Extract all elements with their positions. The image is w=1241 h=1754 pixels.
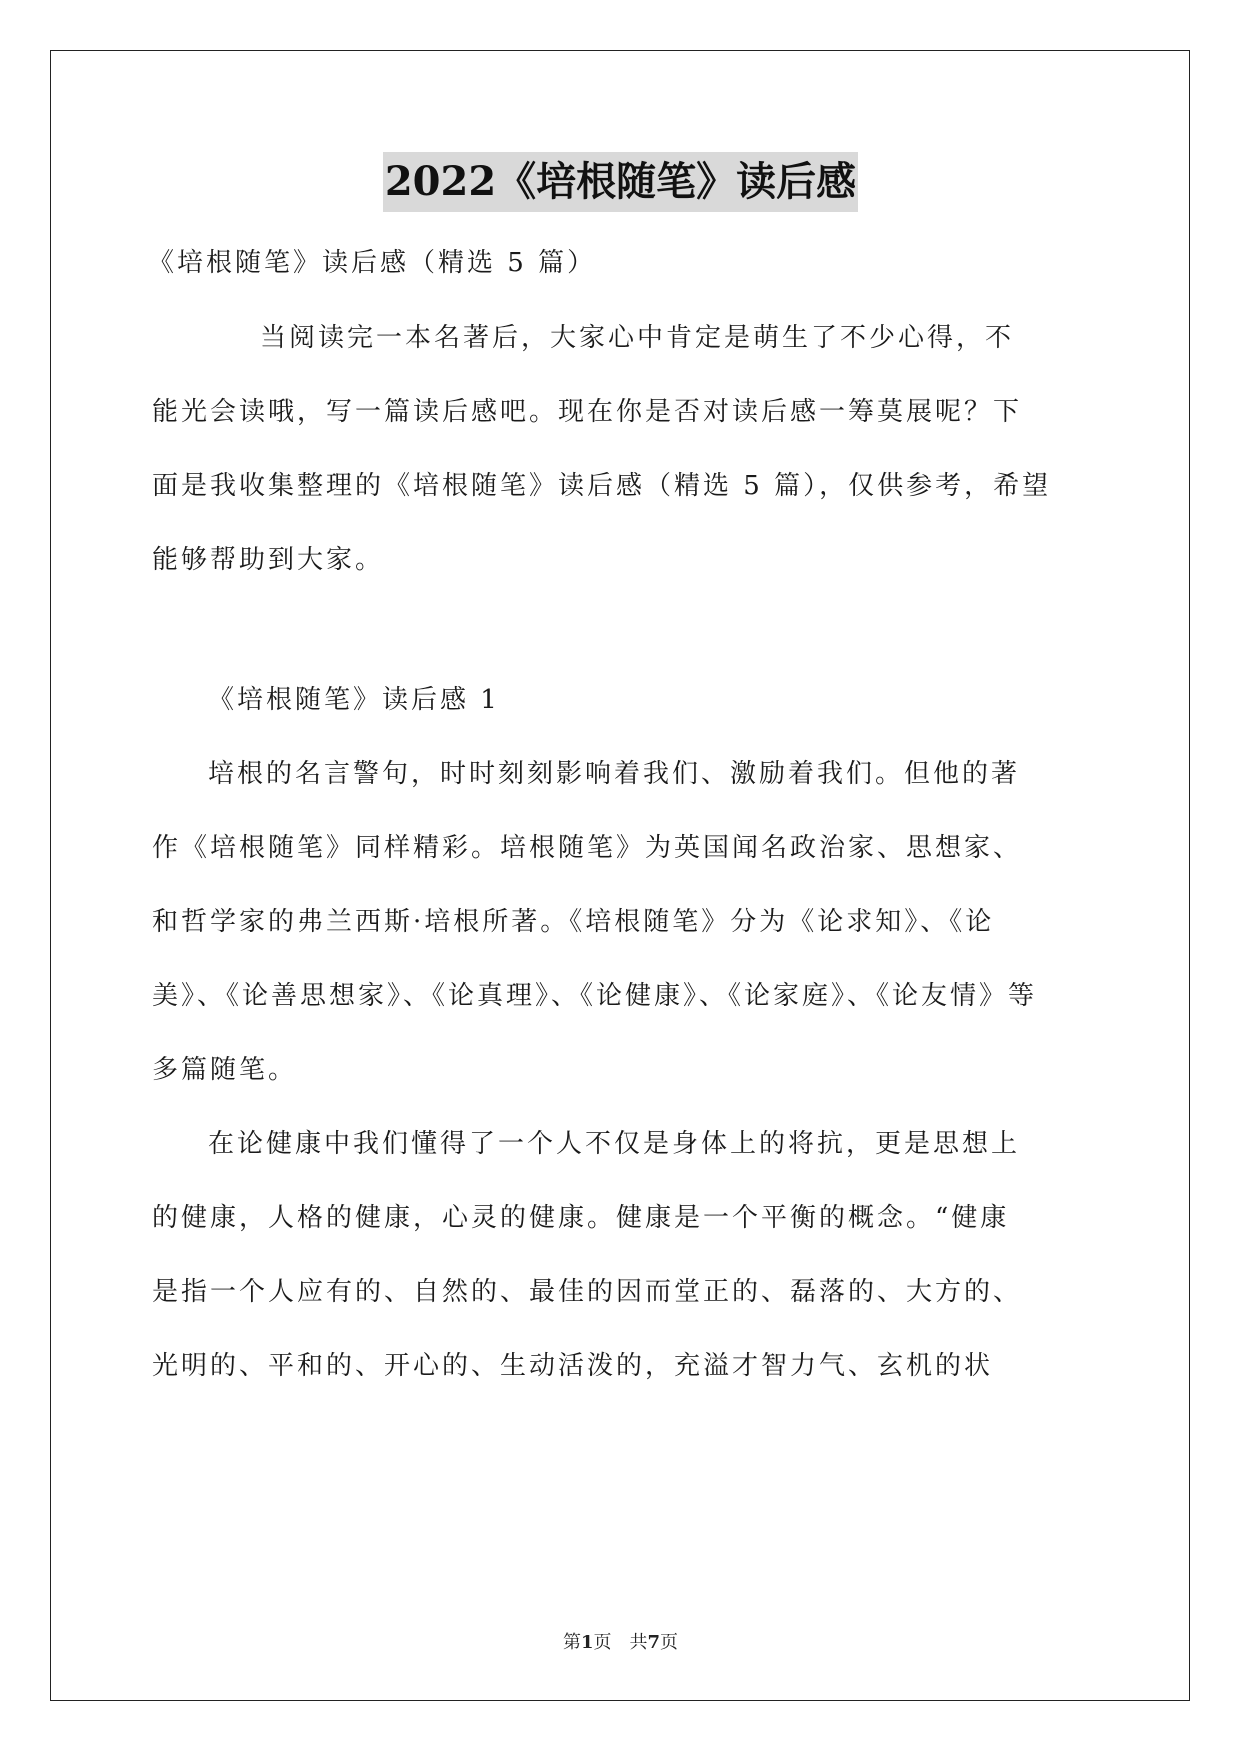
paragraph-line: 在论健康中我们懂得了一个人不仅是身体上的将抗，更是思想上	[208, 1129, 1021, 1159]
paragraph-line: 作《培根随笔》同样精彩。培根随笔》为英国闻名政治家、思想家、	[152, 833, 1023, 863]
intro-line: 能够帮助到大家。	[152, 545, 385, 575]
document-title: 2022《培根随笔》读后感	[383, 152, 858, 212]
intro-line: 能光会读哦，写一篇读后感吧。现在你是否对读后感一筹莫展呢？下	[152, 397, 1023, 427]
paragraph-line: 的健康，人格的健康，心灵的健康。健康是一个平衡的概念。“健康	[152, 1203, 1010, 1233]
page-current: 1	[580, 1632, 594, 1653]
page-border	[50, 50, 1190, 1701]
paragraph-line: 光明的、平和的、开心的、生动活泼的，充溢才智力气、玄机的状	[152, 1351, 994, 1381]
paragraph-line: 多篇随笔。	[152, 1055, 298, 1085]
paragraph-line: 是指一个人应有的、自然的、最佳的因而堂正的、磊落的、大方的、	[152, 1277, 1023, 1307]
document-subtitle: 《培根随笔》读后感（精选 5 篇）	[148, 248, 597, 278]
page-total: 7	[647, 1632, 661, 1653]
page-footer	[0, 1628, 1241, 1654]
page-mid: 页 共	[593, 1632, 648, 1653]
section-heading: 《培根随笔》读后感 1	[208, 685, 500, 715]
paragraph-line: 美》、《论善思想家》、《论真理》、《论健康》、《论家庭》、《论友情》等	[152, 981, 1038, 1011]
intro-line: 当阅读完一本名著后，大家心中肯定是萌生了不少心得，不	[260, 323, 1015, 353]
paragraph-line: 和哲学家的弗兰西斯·培根所著。《培根随笔》分为《论求知》、《论	[152, 907, 995, 937]
page-prefix: 第	[562, 1632, 581, 1653]
title-container	[0, 152, 1241, 212]
page-suffix: 页	[660, 1632, 679, 1653]
paragraph-line: 培根的名言警句，时时刻刻影响着我们、激励着我们。但他的著	[208, 759, 1021, 789]
intro-line: 面是我收集整理的《培根随笔》读后感（精选 5 篇），仅供参考，希望	[152, 471, 1052, 501]
